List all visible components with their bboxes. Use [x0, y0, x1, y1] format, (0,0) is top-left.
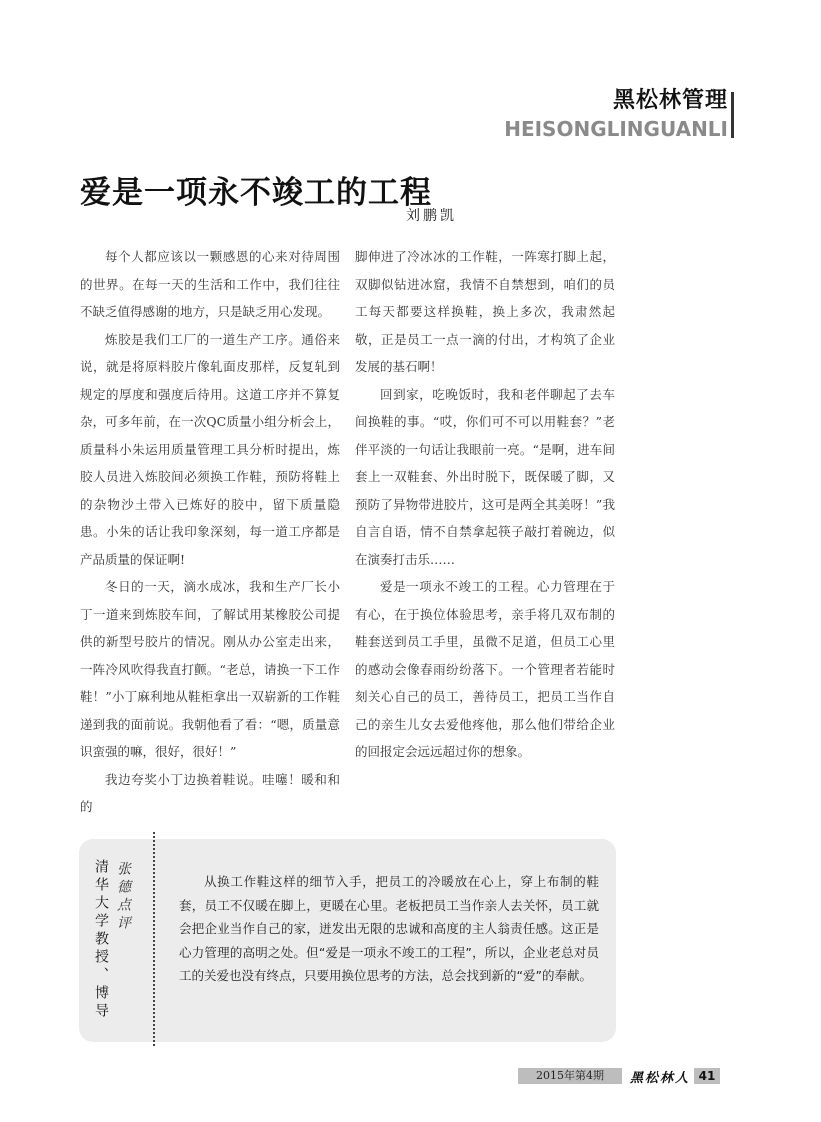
paragraph: 炼胶是我们工厂的一道生产工序。通俗来说，就是将原料胶片像轧面皮那样，反复轧到规定的厚度和强度后待用。这道工序并不算复杂，可多年前，在一次QC质量小组分析会上，质量科小朱运用质量管理工具分析时提出，炼胶人员进入炼胶间必须换工作鞋，预防将鞋上的杂物沙土带入已炼好的胶中，留下质量隐患。小朱的话让我印象深刻，每一道工序都是产品质量的保证啊! [80, 331, 340, 567]
issue-label: 2015年第4期 [518, 1068, 622, 1084]
paragraph: 回到家，吃晚饭时，我和老伴聊起了去车间换鞋的事。“哎，你们可不可以用鞋套？”老伴平淡的一句话让我眼前一亮。“是啊，进车间套上一双鞋套、外出时脱下，既保暖了脚，又预防了异物带进胶片，这可是两全其美呀！”我自言自语，情不自禁拿起筷子敲打着碗边，似在演奏打击乐…… [355, 386, 615, 567]
section-header [504, 86, 728, 142]
section-divider [731, 92, 734, 138]
magazine-logo: 黑松林人 [630, 1070, 691, 1086]
article-author: 刘鹏凯 [406, 208, 457, 224]
commentator-affiliation: 清华大学教授、博导 [93, 859, 109, 1021]
commentator-name: 张德点评 [115, 861, 131, 933]
paragraph: 我边夸奖小丁边换着鞋说。哇噻！暖和和的 [80, 771, 340, 814]
paragraph: 脚伸进了冷冰冰的工作鞋，一阵寒打脚上起，双脚似钻进冰窟，我情不自禁想到，咱们的员工每天都要这样换鞋，换上多次，我肃然起敬，正是员工一点一滴的付出，才构筑了企业发展的基石啊！ [355, 249, 615, 374]
page-number: 41 [694, 1068, 720, 1084]
article-column-left [80, 243, 340, 821]
article-column-right [355, 243, 615, 766]
page-footer [518, 1068, 720, 1084]
section-title-cn: 黑松林管理 [612, 88, 728, 113]
paragraph: 冬日的一天，滴水成冰，我和生产厂长小丁一道来到炼胶车间，了解试用某橡胶公司提供的新型号胶片的情况。刚从办公室走出来，一阵冷风吹得我直打颤。“老总，请换一下工作鞋！”小丁麻利地从鞋柜拿出一双崭新的工作鞋递到我的面前说。我朝他看了看：“嗯，质量意识蛮强的嘛，很好，很好！” [80, 579, 340, 759]
commentary-text: 从换工作鞋这样的细节入手，把员工的冷暖放在心上，穿上布制的鞋套，员工不仅暖在脚上，更暖在心里。老板把员工当作亲人去关怀，员工就会把企业当作自己的家，迸发出无限的忠诚和高度的主人翁责任感。这正是心力管理的高明之处。但“爱是一项永不竣工的工程”，所以，企业老总对员工的关爱也没有终点，只要用换位思考的方法，总会找到新的“爱”的奉献。 [179, 874, 599, 983]
paragraph: 爱是一项永不竣工的工程。心力管理在于有心，在于换位体验思考，亲手将几双布制的鞋套送到员工手里，虽微不足道，但员工心里的感动会像春雨纷纷落下。一个管理者若能时刻关心自己的员工，善待员工，把员工当作自己的亲生儿女去爱他疼他，那么他们带给企业的回报定会远远超过你的想象。 [355, 579, 615, 759]
paragraph: 每个人都应该以一颗感恩的心来对待周围的世界。在每一天的生活和工作中，我们往往不缺乏值得感谢的地方，只是缺乏用心发现。 [80, 249, 340, 319]
commentary-divider [153, 832, 155, 1046]
section-title-en: HEISONGLINGUANLI [504, 117, 728, 141]
article-title: 爱是一项永不竣工的工程 [80, 175, 432, 211]
